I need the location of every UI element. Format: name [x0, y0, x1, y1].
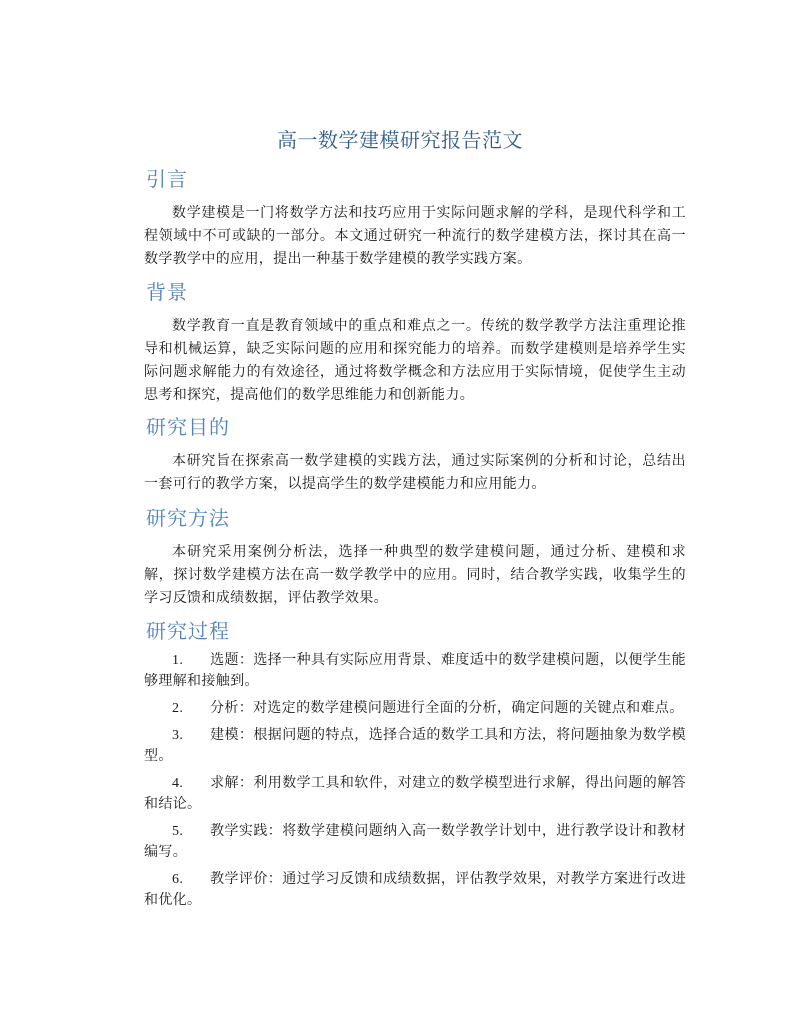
section-heading: 研究方法	[146, 506, 230, 530]
section-research-method	[144, 505, 686, 610]
list-item-text: 建模：根据问题的特点，选择合适的数学工具和方法，将问题抽象为数学模型。	[144, 727, 686, 764]
list-number: 2.	[172, 701, 184, 716]
section-heading: 背景	[146, 280, 188, 304]
list-number: 3.	[172, 728, 184, 743]
section-background	[144, 279, 686, 407]
list-item	[144, 869, 686, 911]
section-research-purpose	[144, 414, 686, 496]
list-number: 6.	[172, 872, 184, 887]
list-item	[144, 725, 686, 767]
section-heading: 研究过程	[146, 619, 230, 643]
list-item-text: 分析：对选定的数学建模问题进行全面的分析，确定问题的关键点和难点。	[210, 700, 684, 716]
list-item-text: 求解：利用数学工具和软件，对建立的数学模型进行求解，得出问题的解答和结论。	[144, 775, 686, 812]
document-title: 高一数学建模研究报告范文	[277, 128, 523, 152]
section-paragraph: 本研究旨在探索高一数学建模的实践方法，通过实际案例的分析和讨论，总结出一套可行的教学方案，以提高学生的数学建模能力和应用能力。	[144, 453, 686, 492]
section-paragraph: 数学建模是一门将数学方法和技巧应用于实际问题求解的学科，是现代科学和工程领域中不可或缺的一部分。本文通过研究一种流行的数学建模方法，探讨其在高一数学教学中的应用，提出一种基于数学建模的教学实践方案。	[144, 205, 686, 267]
list-item	[144, 773, 686, 815]
list-item	[144, 650, 686, 692]
list-item-text: 教学实践：将数学建模问题纳入高一数学教学计划中，进行教学设计和教材编写。	[144, 823, 686, 860]
section-paragraph: 本研究采用案例分析法，选择一种典型的数学建模问题，通过分析、建模和求解，探讨数学建模方法在高一数学教学中的应用。同时，结合教学实践，收集学生的学习反馈和成绩数据，评估教学效果。	[144, 544, 686, 606]
list-item-text: 教学评价：通过学习反馈和成绩数据，评估教学效果，对教学方案进行改进和优化。	[144, 871, 686, 908]
section-paragraph: 数学教育一直是教育领域中的重点和难点之一。传统的数学教学方法注重理论推导和机械运算，缺乏实际问题的应用和探究能力的培养。而数学建模则是培养学生实际问题求解能力的有效途径，通过将数学概念和方法应用于实际情境，促使学生主动思考和探究，提高他们的数学思维能力和创新能力。	[144, 318, 686, 403]
list-number: 1.	[172, 653, 184, 668]
list-number: 4.	[172, 776, 184, 791]
section-heading: 研究目的	[146, 415, 230, 439]
list-number: 5.	[172, 824, 184, 839]
process-list	[144, 650, 686, 911]
section-heading: 引言	[146, 167, 188, 191]
list-item-text: 选题：选择一种具有实际应用背景、难度适中的数学建模问题，以便学生能够理解和接触到。	[144, 652, 686, 689]
list-item	[144, 821, 686, 863]
list-item	[144, 698, 686, 719]
section-introduction	[144, 166, 686, 271]
section-research-process	[144, 618, 686, 917]
